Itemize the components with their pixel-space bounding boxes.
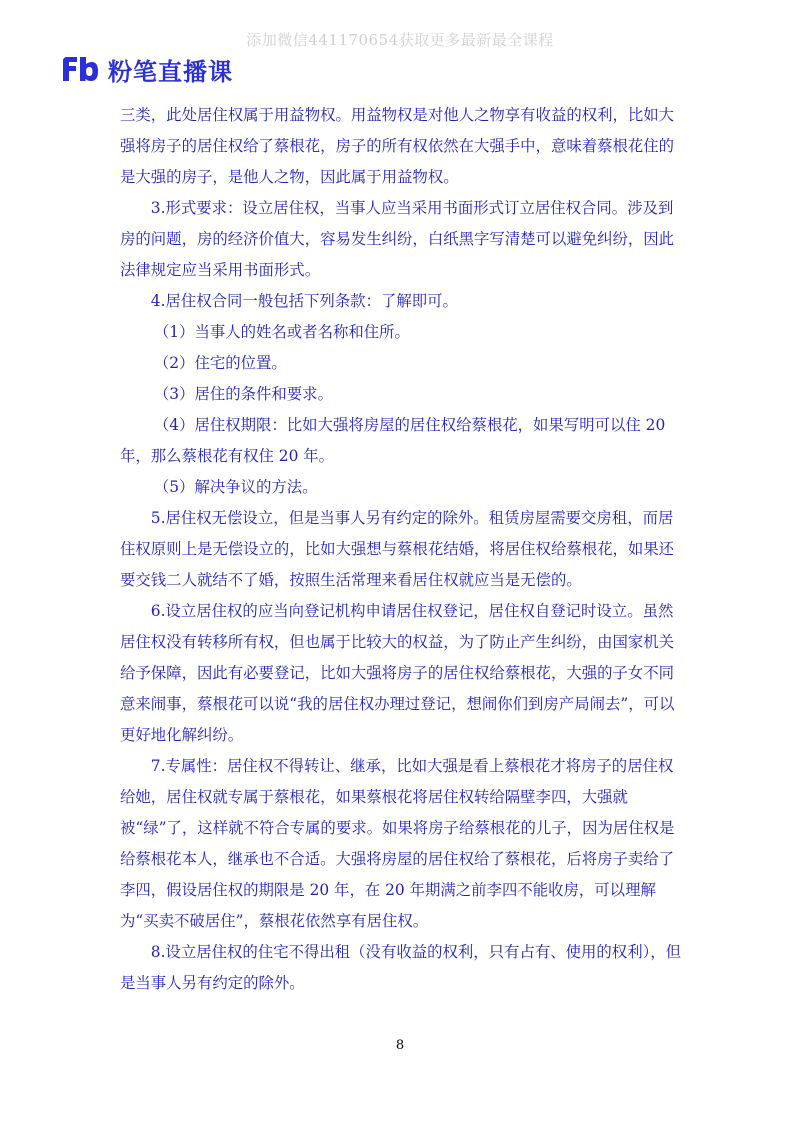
paragraph: 7.专属性：居住权不得转让、继承，比如大强是看上蔡根花才将房子的居住权给她，居住权就专属于蔡根花，如果蔡根花将居住权转给隔壁李四，大强就被“绿”了，这样就不符合专属的要求。如果将房子给蔡根花的儿子，因为居住权是给蔡根花本人，继承也不合适。大强将房屋的居住权给了蔡根花，后将房子卖给了李四，假设居住权的期限是 20 年，在 20 年期满之前李四不能收房，可以理解为“买卖不破居住”，蔡根花依然享有居住权。	[120, 757, 675, 930]
list-item: （4）居住权期限：比如大强将房屋的居住权给蔡根花，如果写明可以住 20 年，那么蔡根花有权住 20 年。	[120, 416, 666, 465]
watermark-text: 添加微信441170654获取更多最新最全课程	[246, 31, 554, 49]
logo-text: 粉笔直播课	[108, 57, 233, 86]
paragraph: 3.形式要求：设立居住权，当事人应当采用书面形式订立居住权合同。涉及到房的问题，房的经济价值大，容易发生纠纷，白纸黑字写清楚可以避免纠纷，因此法律规定应当采用书面形式。	[120, 199, 675, 279]
list-item: （1）当事人的姓名或者名称和住所。	[153, 323, 410, 341]
brand-logo	[60, 53, 233, 85]
fb-logo-icon	[60, 55, 100, 83]
page-number: 8	[395, 1038, 405, 1053]
list-item: （5）解决争议的方法。	[153, 478, 318, 496]
paragraph: 6.设立居住权的应当向登记机构申请居住权登记，居住权自登记时设立。虽然居住权没有转移所有权，但也属于比较大的权益，为了防止产生纠纷，由国家机关给予保障，因此有必要登记，比如大强将房子的居住权给蔡根花，大强的子女不同意来闹事，蔡根花可以说“我的居住权办理过登记，想闹你们到房产局闹去”，可以更好地化解纠纷。	[120, 602, 675, 744]
paragraph: 4.居住权合同一般包括下列条款：了解即可。	[150, 292, 458, 310]
paragraph: 三类，此处居住权属于用益物权。用益物权是对他人之物享有收益的权利，比如大强将房子的居住权给了蔡根花，房子的所有权依然在大强手中，意味着蔡根花住的是大强的房子，是他人之物，因此属于用益物权。	[120, 106, 675, 186]
list-item: （3）居住的条件和要求。	[153, 385, 333, 403]
list-item: （2）住宅的位置。	[153, 354, 287, 372]
paragraph: 8.设立居住权的住宅不得出租（没有收益的权利，只有占有、使用的权利），但是当事人另有约定的除外。	[120, 943, 682, 992]
document-body	[120, 100, 685, 999]
paragraph: 5.居住权无偿设立，但是当事人另有约定的除外。租赁房屋需要交房租，而居住权原则上是无偿设立的，比如大强想与蔡根花结婚，将居住权给蔡根花，如果还要交钱二人就结不了婚，按照生活常理来看居住权就应当是无偿的。	[120, 509, 675, 589]
